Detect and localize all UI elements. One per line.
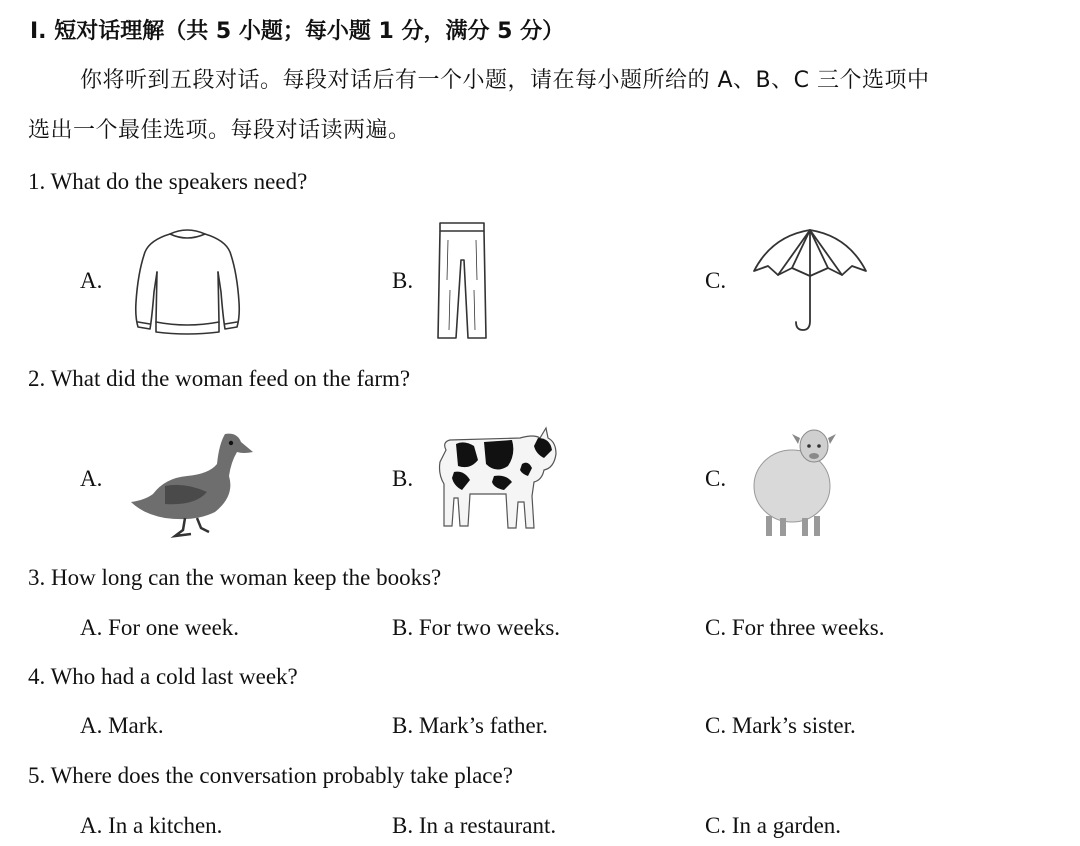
q4-option-b[interactable]: B. Mark’s father.	[392, 713, 548, 738]
question-3-stem: 3. How long can the woman keep the books?	[28, 565, 442, 590]
cow-picture	[434, 424, 560, 532]
question-1-stem: 1. What do the speakers need?	[28, 169, 308, 194]
q3-option-a[interactable]: A. For one week.	[80, 615, 240, 640]
sweater-picture	[130, 222, 245, 340]
instructions-line-1: 你将听到五段对话。每段对话后有一个小题，请在每小题所给的 A、B、C 三个选项中	[80, 68, 930, 93]
q2-option-a-label[interactable]: A.	[80, 466, 103, 491]
duck-picture	[125, 426, 255, 538]
q4-option-a[interactable]: A. Mark.	[80, 713, 164, 738]
sheep-picture	[748, 424, 840, 540]
question-4-stem: 4. Who had a cold last week?	[28, 664, 298, 689]
instructions-line-2: 选出一个最佳选项。每段对话读两遍。	[28, 118, 411, 143]
q5-option-c[interactable]: C. In a garden.	[705, 813, 842, 838]
q3-option-b[interactable]: B. For two weeks.	[392, 615, 561, 640]
q3-option-c[interactable]: C. For three weeks.	[705, 615, 885, 640]
question-2-stem: 2. What did the woman feed on the farm?	[28, 366, 411, 391]
q1-option-a-label[interactable]: A.	[80, 268, 103, 293]
q2-option-c-label[interactable]: C.	[705, 466, 727, 491]
q2-option-b-label[interactable]: B.	[392, 466, 414, 491]
section-title: Ⅰ. 短对话理解（共 5 小题；每小题 1 分，满分 5 分）	[30, 19, 565, 44]
q5-option-a[interactable]: A. In a kitchen.	[80, 813, 223, 838]
question-5-stem: 5. Where does the conversation probably take place?	[28, 763, 513, 788]
q1-option-b-label[interactable]: B.	[392, 268, 414, 293]
trousers-picture	[434, 220, 490, 342]
q4-option-c[interactable]: C. Mark’s sister.	[705, 713, 856, 738]
q1-option-c-label[interactable]: C.	[705, 268, 727, 293]
q5-option-b[interactable]: B. In a restaurant.	[392, 813, 557, 838]
umbrella-picture	[750, 226, 870, 336]
